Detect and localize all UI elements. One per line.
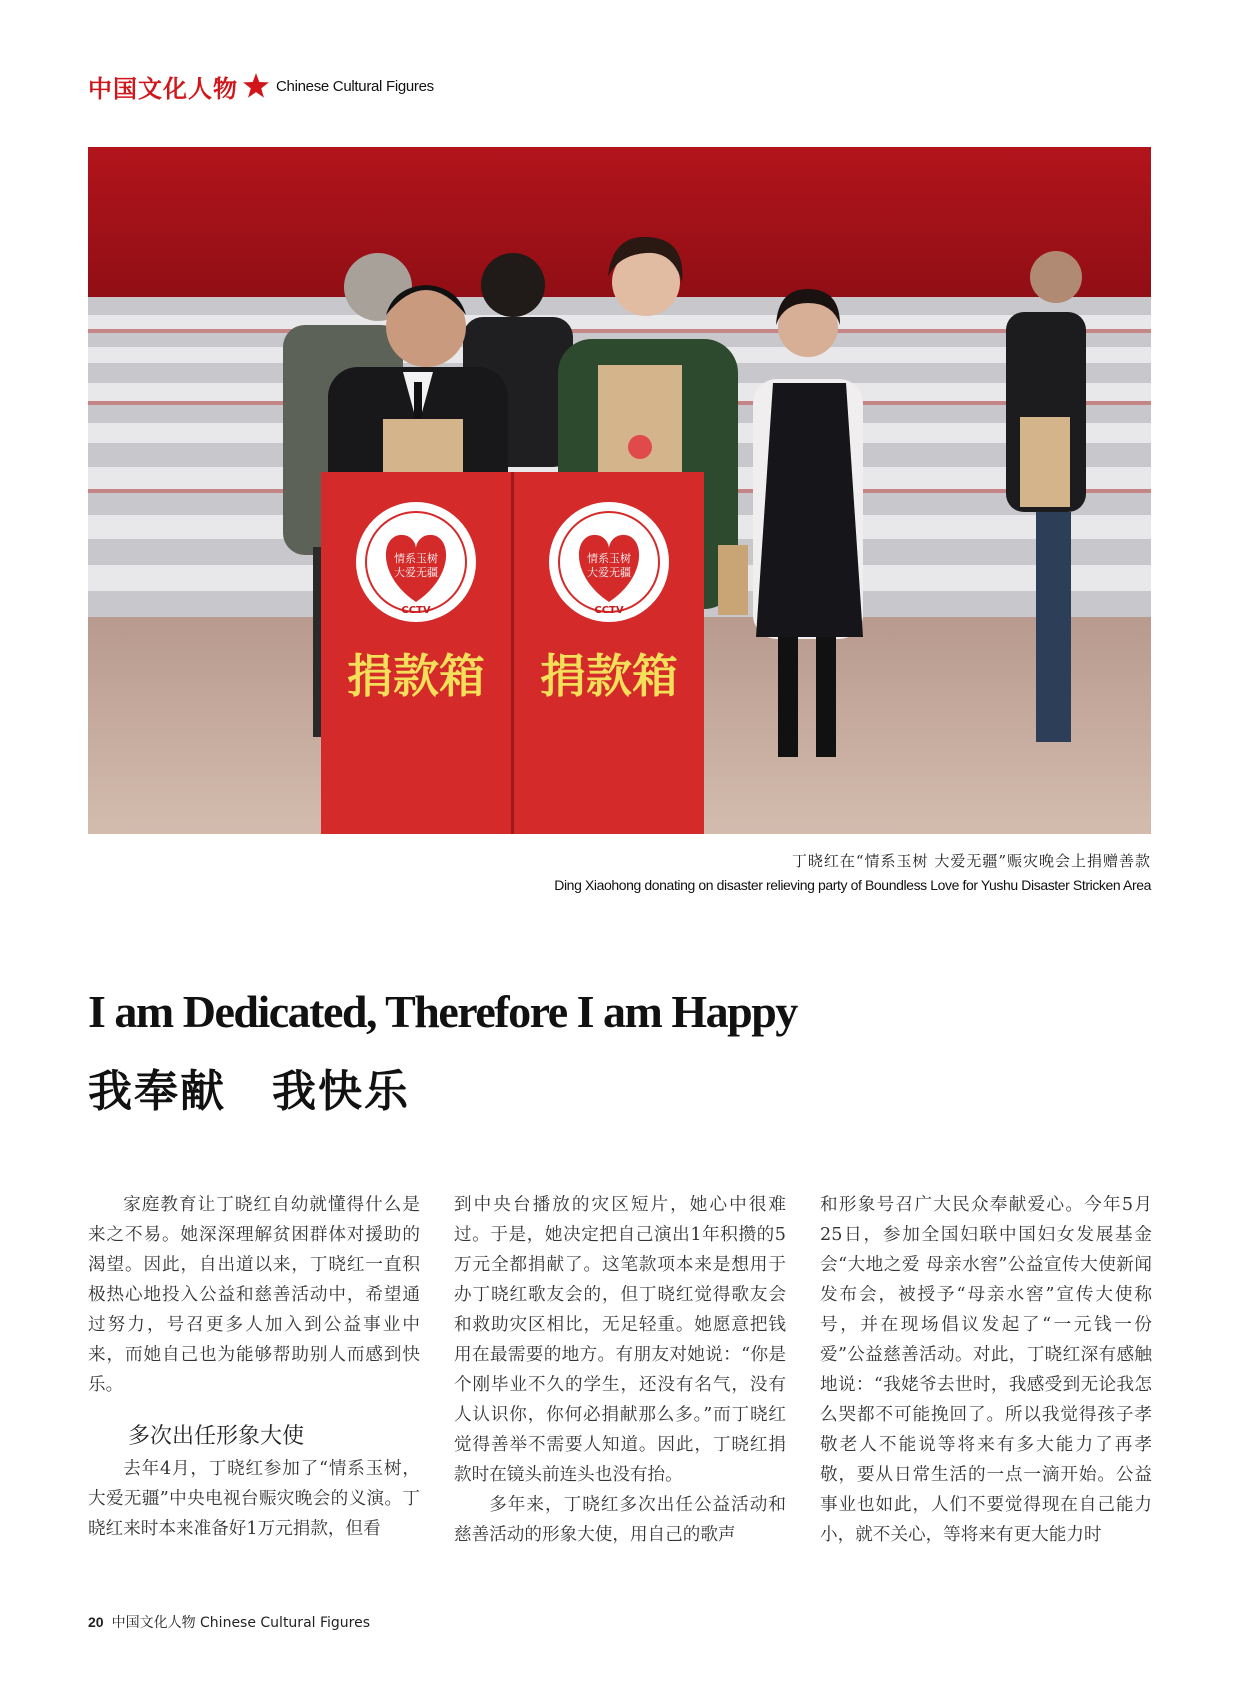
caption-cn: 丁晓红在“情系玉树 大爱无疆”赈灾晚会上捐赠善款 (791, 852, 1151, 870)
photo-caption (554, 850, 1151, 893)
svg-text:捐款箱: 捐款箱 (347, 649, 485, 703)
svg-text:CCTV: CCTV (401, 605, 431, 616)
article-title-cn: 我奉献 我快乐 (88, 1066, 410, 1117)
text-column-3 (820, 1190, 1152, 1550)
caption-en: Ding Xiaohong donating on disaster relieving party of Boundless Love for Yushu Disaster Stricken Area (554, 877, 1151, 893)
text-column-2 (454, 1190, 786, 1550)
article-title-en: I am Dedicated, Therefore I am Happy (88, 986, 797, 1037)
svg-text:CCTV: CCTV (594, 605, 624, 616)
svg-text:捐款箱: 捐款箱 (540, 649, 678, 703)
section-subheading: 多次出任形象大使 (128, 1424, 305, 1449)
svg-text:大爱无疆: 大爱无疆 (587, 566, 631, 579)
magazine-header (88, 70, 434, 102)
paragraph: 到中央台播放的灾区短片，她心中很难过。于是，她决定把自己演出1年积攒的5万元全都捐献了。这笔款项本来是想用于办丁晓红歌友会的，但丁晓红觉得歌友会和救助灾区相比，无足轻重。她愿意把钱用在最需要的地方。有朋友对她说：“你是个刚毕业不久的学生，还没有名气，没有人认识你，你何必捐献那么多。”而丁晓红觉得善举不需要人知道。因此，丁晓红捐款时在镜头前连头也没有抬。 (454, 1195, 786, 1485)
page-number: 20 (88, 1614, 104, 1630)
paragraph: 多年来，丁晓红多次出任公益活动和慈善活动的形象大使，用自己的歌声 (454, 1495, 786, 1545)
svg-text:情系玉树: 情系玉树 (587, 552, 631, 565)
paragraph: 去年4月，丁晓红参加了“情系玉树，大爱无疆”中央电视台赈灾晚会的义演。丁晓红来时本来准备好1万元捐款，但看 (88, 1459, 420, 1539)
footer-publication: 中国文化人物 Chinese Cultural Figures (111, 1615, 371, 1631)
donation-box-left (321, 472, 511, 834)
magazine-logo-en: Chinese Cultural Figures (276, 77, 434, 95)
page-footer (88, 1612, 370, 1632)
svg-text:情系玉树: 情系玉树 (394, 552, 438, 565)
text-column-1 (88, 1190, 420, 1544)
magazine-logo-cn: 中国文化人物 (88, 73, 238, 103)
event-photo (88, 147, 1151, 834)
donation-box-right (514, 472, 704, 834)
paragraph: 和形象号召广大民众奉献爱心。今年5月25日，参加全国妇联中国妇女发展基金会“大地之爱 母亲水窖”公益宣传大使新闻发布会，被授予“母亲水窖”宣传大使称号，并在现场倡议发起了“一元钱一份爱”公益慈善活动。对此，丁晓红深有感触地说：“我姥爷去世时，我感受到无论我怎么哭都不可能挽回了。所以我觉得孩子孝敬老人不能说等将来有多大能力了再孝敬，要从日常生活的一点一滴开始。公益事业也如此，人们不要觉得现在自己能力小，就不关心，等将来有更大能力时 (820, 1195, 1152, 1545)
star-icon (242, 72, 270, 100)
svg-text:大爱无疆: 大爱无疆 (394, 566, 438, 579)
paragraph: 家庭教育让丁晓红自幼就懂得什么是来之不易。她深深理解贫困群体对援助的渴望。因此，自出道以来，丁晓红一直积极热心地投入公益和慈善活动中，希望通过努力，号召更多人加入到公益事业中来，而她自己也为能够帮助别人而感到快乐。 (88, 1195, 420, 1395)
